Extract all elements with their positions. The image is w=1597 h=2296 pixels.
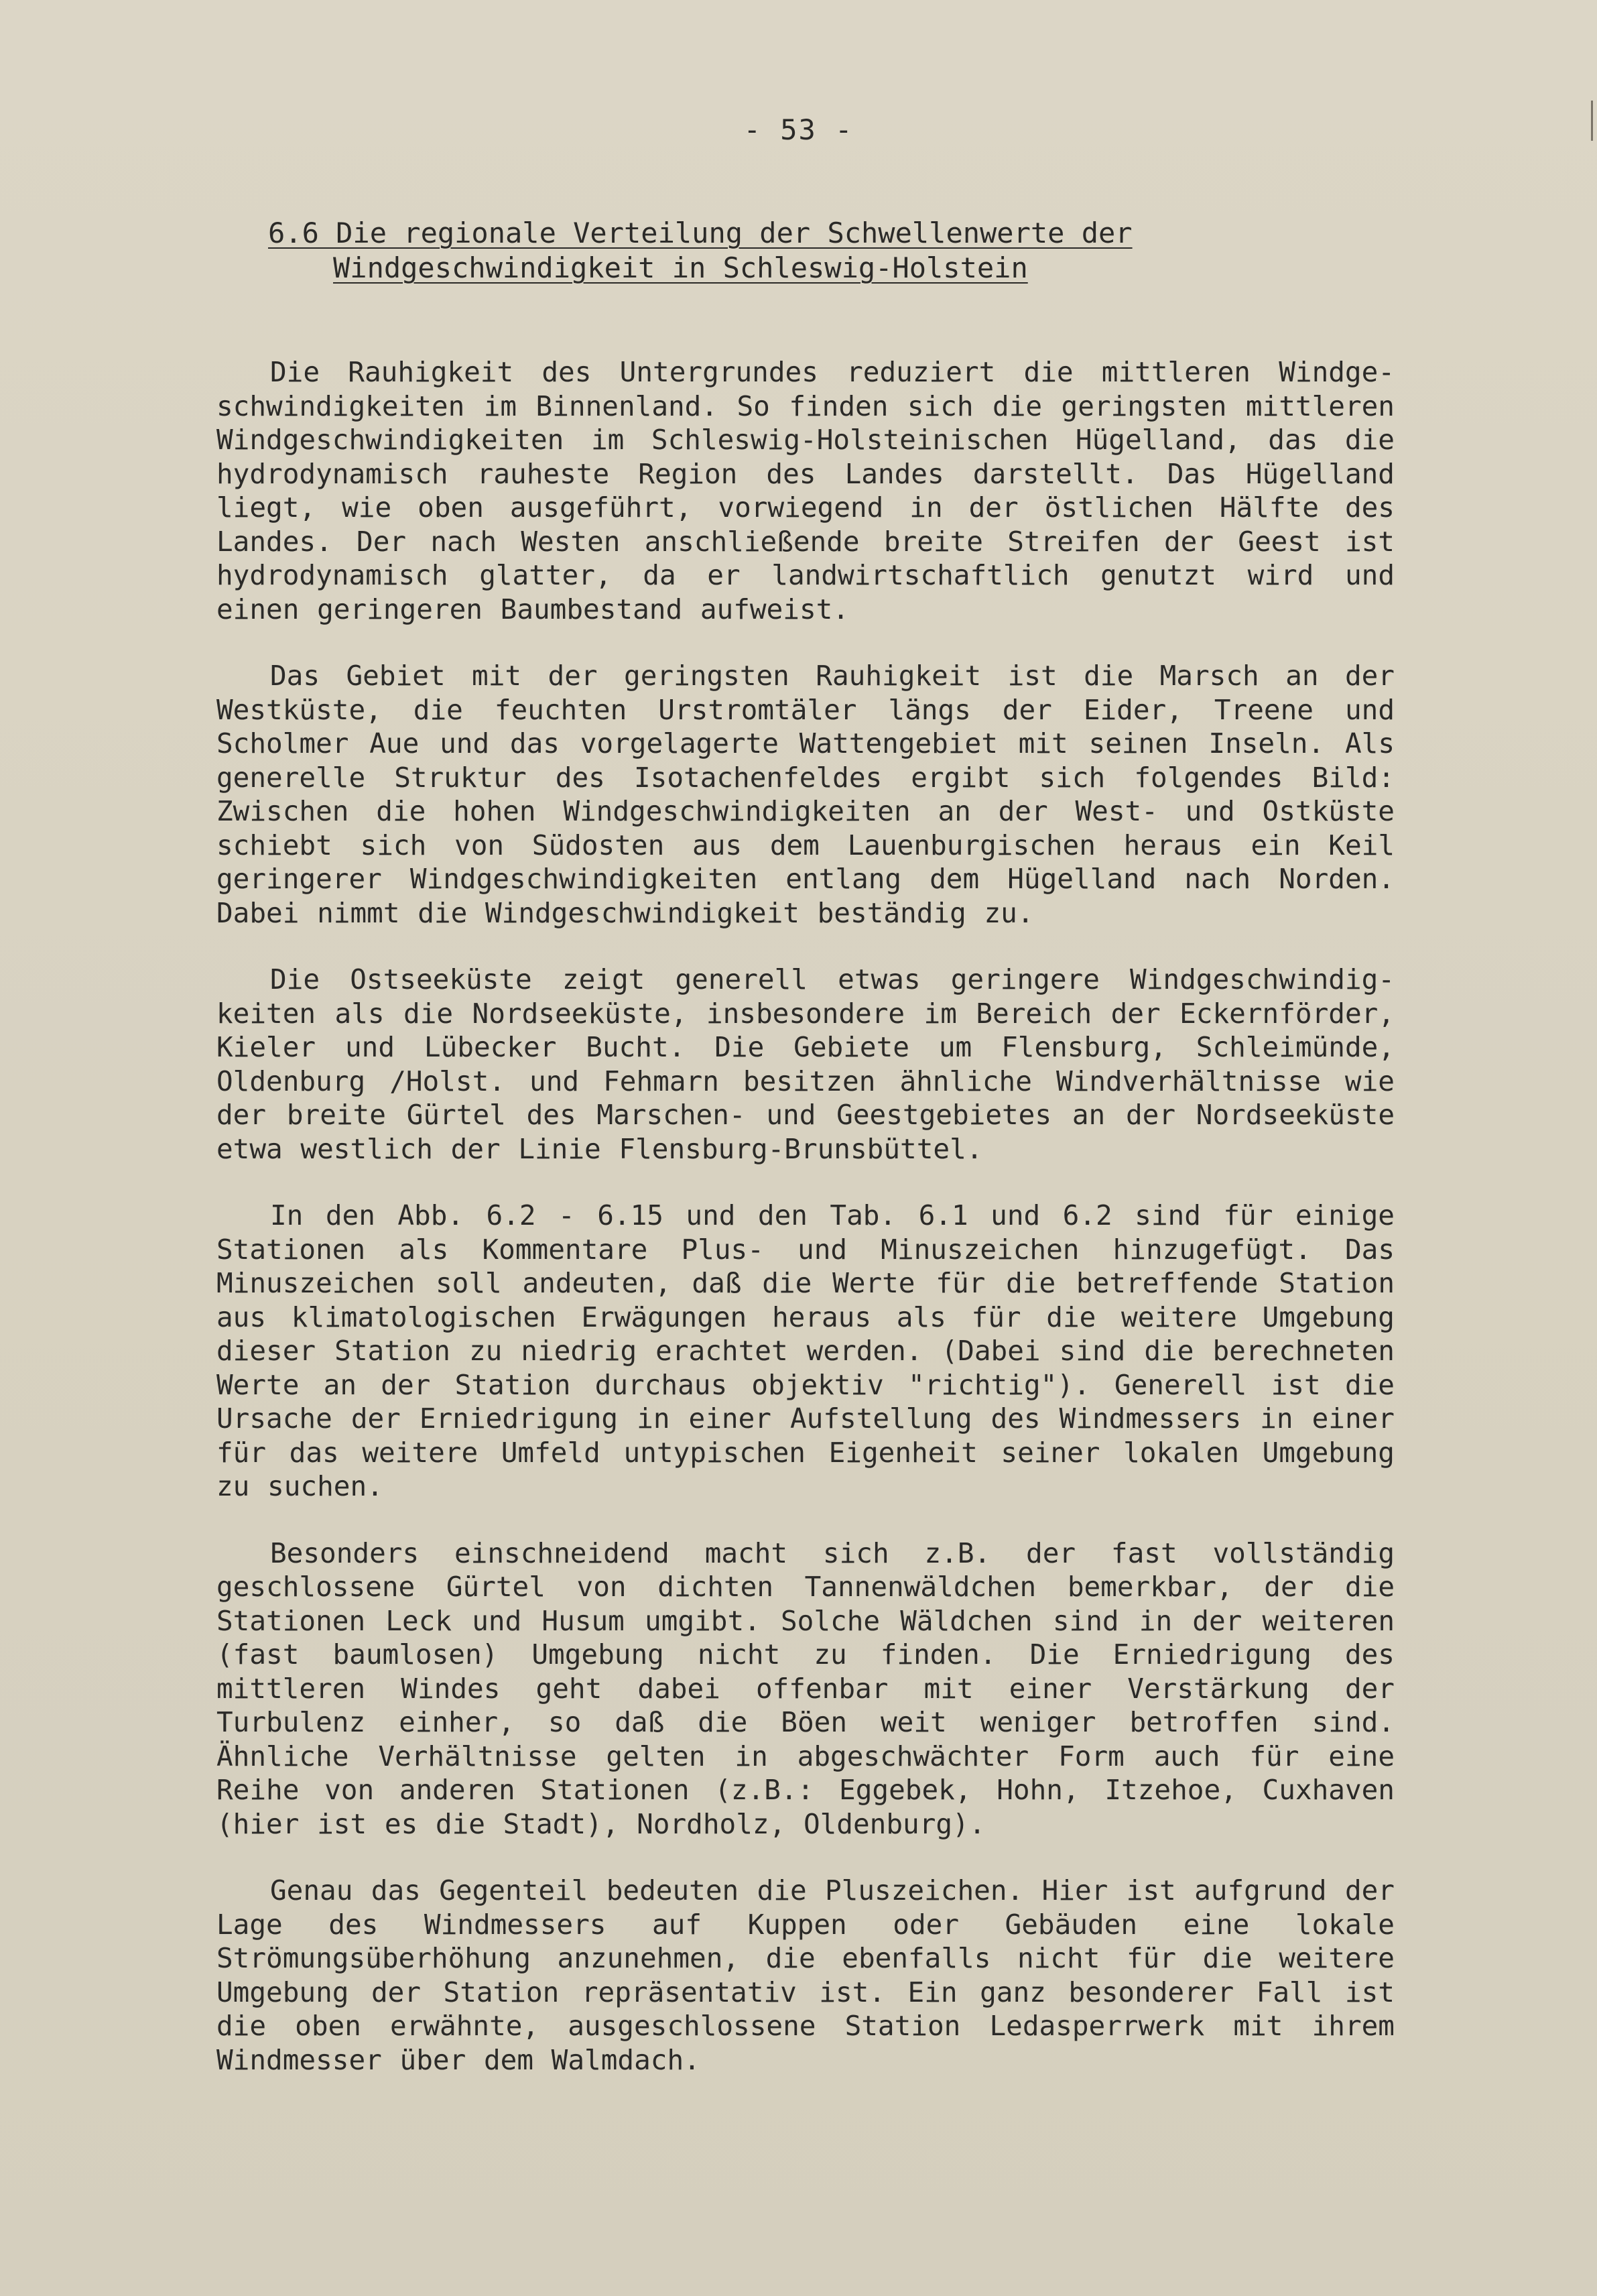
section-heading — [268, 216, 1133, 286]
section-heading-line-1: 6.6 Die regionale Verteilung der Schwellenwerte der — [268, 217, 1133, 249]
paragraph-leck-husum: Besonders einschneidend macht sich z.B. der fast vollständig geschlossene Gürtel von dichten Tannenwäldchen bemerkbar, der die Stationen Leck und Husum umgibt. Solche Wäldchen sind in der weiteren (fast baumlosen) Umgebung nicht zu finden. Die Erniedrigung des mittleren Windes geht dabei offenbar mit einer Verstärkung der Turbulenz einher, so daß die Böen weit weniger betroffen sind. Ähnliche Verhältnisse gelten in abgeschwächter Form auch für eine Reihe von anderen Stationen (z.B.: Eggebek, Hohn, Itzehoe, Cuxhaven (hier ist es die Stadt), Nordholz, Oldenburg). — [216, 1536, 1395, 1840]
body-text — [216, 355, 1395, 2110]
paragraph-lowest-roughness: Das Gebiet mit der geringsten Rauhigkeit ist die Marsch an der Westküste, die feuchten Urstromtäler längs der Eider, Treene und Scholmer Aue und das vorgelagerte Wattengebiet mit seinen Inseln. Als generelle Struktur des Isotachenfeldes ergibt sich folgendes Bild: Zwischen die hohen Windgeschwindigkeiten an der West- und Ostküste schiebt sich von Südosten aus dem Lauenburgischen heraus ein Keil geringerer Windgeschwindigkeiten entlang dem Hügelland nach Norden. Dabei nimmt die Windgeschwindigkeit beständig zu. — [216, 660, 1395, 929]
paragraph-baltic-coast: Die Ostseeküste zeigt generell etwas geringere Windgeschwindigkeiten als die Nordseeküste, insbesondere im Bereich der Eckernförder, Kieler und Lübecker Bucht. Die Gebiete um Flensburg, Schleimünde, Oldenburg /Holst. und Fehmarn besitzen ähnliche Windverhältnisse wie der breite Gürtel des Marschen- und Geestgebietes an der Nordseeküste etwa westlich der Linie Flensburg-Brunsbüttel. — [216, 963, 1395, 1165]
paragraph-plus-minus-signs: In den Abb. 6.2 - 6.15 und den Tab. 6.1 und 6.2 sind für einige Stationen als Kommentare Plus- und Minuszeichen hinzugefügt. Das Minuszeichen soll andeuten, daß die Werte für die betreffende Station aus klimatologischen Erwägungen heraus als für die weitere Umgebung dieser Station zu niedrig erachtet werden. (Dabei sind die berechneten Werte an der Station durchaus objektiv "richtig"). Generell ist die Ursache der Erniedrigung in einer Aufstellung des Windmessers in einer für das weitere Umfeld untypischen Eigenheit seiner lokalen Umgebung zu suchen. — [216, 1199, 1395, 1502]
paragraph-plus-signs: Genau das Gegenteil bedeuten die Pluszeichen. Hier ist aufgrund der Lage des Windmessers auf Kuppen oder Gebäuden eine lokale Strömungsüberhöhung anzunehmen, die ebenfalls nicht für die weitere Umgebung der Station repräsentativ ist. Ein ganz besonderer Fall ist die oben erwähnte, ausgeschlossene Station Ledasperrwerk mit ihrem Windmesser über dem Walmdach. — [216, 1874, 1395, 2076]
page-number: - 53 - — [743, 113, 854, 146]
paragraph-roughness: Die Rauhigkeit des Untergrundes reduziert die mittleren Windgeschwindigkeiten im Binnenland. So finden sich die geringsten mittleren Windgeschwindigkeiten im Schleswig-Holsteinischen Hügelland, das die hydrodynamisch rauheste Region des Landes darstellt. Das Hügelland liegt, wie oben ausgeführt, vorwiegend in der östlichen Hälfte des Landes. Der nach Westen anschließende breite Streifen der Geest ist hydrodynamisch glatter, da er landwirtschaftlich genutzt wird und einen geringeren Baumbestand aufweist. — [216, 356, 1395, 625]
section-heading-line-2: Windgeschwindigkeit in Schleswig-Holstein — [333, 251, 1028, 284]
